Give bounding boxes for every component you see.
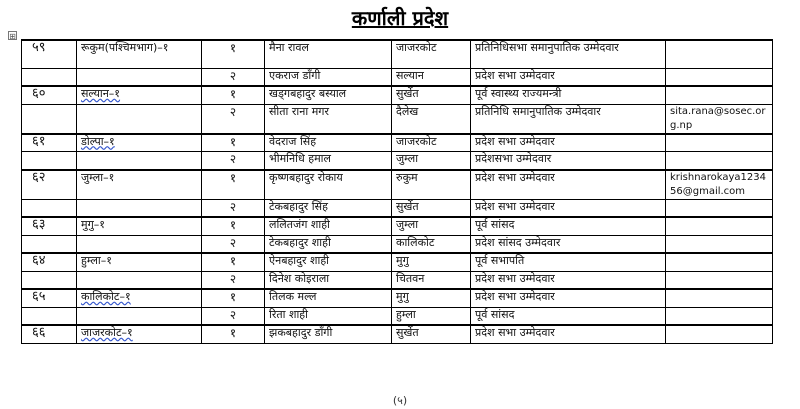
post-cell: प्रदेश सभा उम्मेदवार (471, 170, 666, 200)
table-row (22, 325, 773, 343)
constituency-cell (77, 235, 202, 253)
serial-number-cell: ६६ (22, 325, 77, 343)
candidate-number-cell: २ (202, 271, 265, 289)
email-cell (666, 40, 773, 68)
serial-number-cell: ६४ (22, 253, 77, 271)
candidate-table (21, 39, 773, 344)
candidate-number-cell: १ (202, 217, 265, 235)
post-cell: पूर्व सांसद (471, 217, 666, 235)
email-cell (666, 68, 773, 86)
serial-number-cell (22, 104, 77, 134)
district-cell: जुम्ला (392, 152, 471, 170)
candidate-name-cell: एकराज डाँगी (265, 68, 392, 86)
constituency-cell (77, 199, 202, 217)
serial-number-cell (22, 307, 77, 325)
table-move-handle-icon[interactable]: ⊞ (9, 32, 16, 41)
candidate-number-cell: १ (202, 170, 265, 200)
constituency-cell: रूकुम(पश्चिमभाग)–१ (77, 40, 202, 68)
table-row (22, 289, 773, 307)
candidate-name-cell: टेकबहादुर शाही (265, 235, 392, 253)
post-cell: पूर्व स्वास्थ्य राज्यमन्त्री (471, 86, 666, 104)
district-cell: दैलेख (392, 104, 471, 134)
candidate-name-cell: रिता शाही (265, 307, 392, 325)
post-cell: प्रदेश सभा उम्मेदवार (471, 199, 666, 217)
email-cell (666, 152, 773, 170)
candidate-number-cell: २ (202, 152, 265, 170)
candidate-number-cell: १ (202, 325, 265, 343)
candidate-number-cell: २ (202, 68, 265, 86)
candidate-number-cell: २ (202, 199, 265, 217)
email-cell: krishnarokaya123456@gmail.com (666, 170, 773, 200)
candidate-name-cell: भीमनिधि हमाल (265, 152, 392, 170)
district-cell: कालिकोट (392, 235, 471, 253)
district-cell: जुम्ला (392, 217, 471, 235)
serial-number-cell (22, 271, 77, 289)
serial-number-cell (22, 199, 77, 217)
table-row (22, 253, 773, 271)
post-cell: प्रदेश सांसद उम्मेदवार (471, 235, 666, 253)
district-cell: सुर्खेत (392, 325, 471, 343)
candidate-number-cell: १ (202, 134, 265, 152)
email-cell (666, 217, 773, 235)
email-cell (666, 271, 773, 289)
constituency-cell (77, 152, 202, 170)
constituency-cell (77, 104, 202, 134)
post-cell: प्रदेश सभा उम्मेदवार (471, 325, 666, 343)
table-row (22, 307, 773, 325)
serial-number-cell (22, 152, 77, 170)
constituency-cell: मुगु–१ (77, 217, 202, 235)
candidate-name-cell: तिलक मल्ल (265, 289, 392, 307)
candidate-number-cell: १ (202, 40, 265, 68)
email-cell (666, 235, 773, 253)
email-cell (666, 134, 773, 152)
serial-number-cell: ६३ (22, 217, 77, 235)
serial-number-cell: ६५ (22, 289, 77, 307)
page-number: (५) (392, 394, 408, 407)
email-cell: sita.rana@sosec.org.np (666, 104, 773, 134)
post-cell: प्रदेश सभा उम्मेदवार (471, 289, 666, 307)
table-row (22, 235, 773, 253)
constituency-cell: जाजरकोट–१ (77, 325, 202, 343)
candidate-name-cell: दिनेश कोइराला (265, 271, 392, 289)
candidate-name-cell: खड्गबहादुर बस्याल (265, 86, 392, 104)
district-cell: मुगु (392, 289, 471, 307)
table-row (22, 170, 773, 200)
table-row (22, 68, 773, 86)
district-cell: रुकुम (392, 170, 471, 200)
candidate-number-cell: २ (202, 307, 265, 325)
serial-number-cell: ६२ (22, 170, 77, 200)
post-cell: पूर्व सांसद (471, 307, 666, 325)
page-title: कर्णाली प्रदेश (351, 6, 449, 30)
email-cell (666, 325, 773, 343)
serial-number-cell: ५९ (22, 40, 77, 68)
constituency-cell: सल्यान–१ (77, 86, 202, 104)
table-row (22, 271, 773, 289)
candidate-number-cell: २ (202, 104, 265, 134)
constituency-cell: हुम्ला–१ (77, 253, 202, 271)
district-cell: चितवन (392, 271, 471, 289)
email-cell (666, 253, 773, 271)
email-cell (666, 199, 773, 217)
email-cell (666, 86, 773, 104)
post-cell: प्रदेश सभा उम्मेदवार (471, 134, 666, 152)
table-row (22, 86, 773, 104)
email-cell (666, 289, 773, 307)
district-cell: जाजरकोट (392, 40, 471, 68)
candidate-name-cell: वेदराज सिंह (265, 134, 392, 152)
table-row (22, 40, 773, 68)
serial-number-cell: ६१ (22, 134, 77, 152)
post-cell: प्रदेश सभा उम्मेदवार (471, 271, 666, 289)
serial-number-cell (22, 68, 77, 86)
serial-number-cell: ६० (22, 86, 77, 104)
district-cell: सल्यान (392, 68, 471, 86)
candidate-name-cell: सीता राना मगर (265, 104, 392, 134)
candidate-number-cell: १ (202, 86, 265, 104)
district-cell: जाजरकोट (392, 134, 471, 152)
candidate-name-cell: टेकबहादुर सिंह (265, 199, 392, 217)
table-row (22, 104, 773, 134)
email-cell (666, 307, 773, 325)
district-cell: सुर्खेत (392, 86, 471, 104)
constituency-cell (77, 307, 202, 325)
constituency-cell: डोल्पा–१ (77, 134, 202, 152)
candidate-name-cell: ललितजंग शाही (265, 217, 392, 235)
candidate-number-cell: २ (202, 235, 265, 253)
candidate-number-cell: १ (202, 253, 265, 271)
candidate-name-cell: ऐनबहादुर शाही (265, 253, 392, 271)
table-row (22, 217, 773, 235)
district-cell: हुम्ला (392, 307, 471, 325)
district-cell: सुर्खेत (392, 199, 471, 217)
candidate-number-cell: १ (202, 289, 265, 307)
constituency-cell: कालिकोट–१ (77, 289, 202, 307)
district-cell: मुगु (392, 253, 471, 271)
constituency-cell (77, 271, 202, 289)
table-row (22, 134, 773, 152)
post-cell: प्रतिनिधिसभा समानुपातिक उम्मेदवार (471, 40, 666, 68)
candidate-name-cell: मैना रावल (265, 40, 392, 68)
post-cell: पूर्व सभापति (471, 253, 666, 271)
candidate-name-cell: झकबहादुर डाँगी (265, 325, 392, 343)
table-row (22, 199, 773, 217)
post-cell: प्रदेशसभा उम्मेदवार (471, 152, 666, 170)
candidate-name-cell: कृष्णबहादुर रोकाय (265, 170, 392, 200)
constituency-cell: जुम्ला–१ (77, 170, 202, 200)
serial-number-cell (22, 235, 77, 253)
post-cell: प्रदेश सभा उम्मेदवार (471, 68, 666, 86)
constituency-cell (77, 68, 202, 86)
post-cell: प्रतिनिधि समानुपातिक उम्मेदवार (471, 104, 666, 134)
table-row (22, 152, 773, 170)
